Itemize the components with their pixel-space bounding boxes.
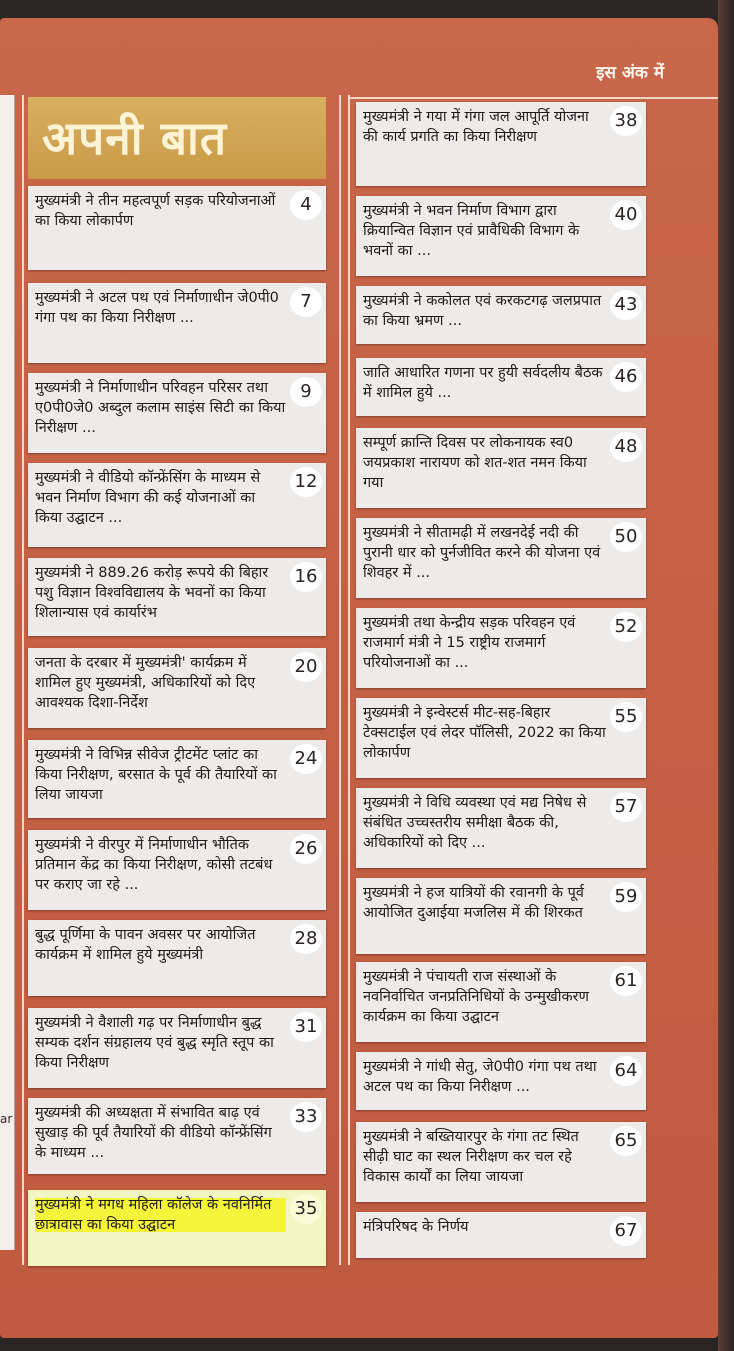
toc-entry bbox=[28, 373, 326, 453]
toc-entry bbox=[28, 648, 326, 728]
toc-entry-title: मुख्यमंत्री ने सीतामढ़ी में लखनदेई नदी की पुरानी धार को पुर्नजीवित करने की योजना एवं शिवहर में ... bbox=[363, 525, 601, 581]
heading-box bbox=[28, 97, 326, 179]
toc-entry bbox=[28, 1190, 326, 1266]
toc-entry bbox=[356, 878, 646, 954]
toc-entry bbox=[356, 358, 646, 416]
toc-page-number: 24 bbox=[290, 744, 322, 774]
section-label: इस अंक में bbox=[596, 63, 664, 83]
toc-page-number: 48 bbox=[610, 432, 642, 462]
toc-entry-title: मुख्यमंत्री ने ककोलत एवं करकटगढ़ जलप्रपात का किया भ्रमण ... bbox=[363, 293, 602, 329]
toc-page-number: 38 bbox=[610, 106, 642, 136]
toc-page-number: 12 bbox=[290, 467, 322, 497]
toc-entry-title: मुख्यमंत्री ने पंचायती राज संस्थाओं के नवनिर्वाचित जनप्रतिनिधियों के उन्मुखीकरण कार्यक्रम का किया उद्घाटन bbox=[363, 969, 590, 1025]
toc-page-number: 31 bbox=[290, 1012, 322, 1042]
toc-entry bbox=[356, 962, 646, 1042]
toc-entry-title: मुख्यमंत्री ने तीन महत्वपूर्ण सड़क परियोजनाओं का किया लोकार्पण bbox=[35, 193, 276, 229]
column-divider-middle bbox=[339, 95, 341, 1265]
toc-entry-title: मुख्यमंत्री ने विभिन्न सीवेज ट्रीटमेंट प्लांट का किया निरीक्षण, बरसात के पूर्व की तैयारियों का लिया जायजा bbox=[35, 747, 277, 803]
toc-entry bbox=[356, 1052, 646, 1110]
toc-entry bbox=[28, 1098, 326, 1174]
toc-entry bbox=[356, 1122, 646, 1202]
toc-page-number: 40 bbox=[610, 200, 642, 230]
toc-entry-title: मुख्यमंत्री की अध्यक्षता में संभावित बाढ़ एवं सुखाड़ की पूर्व तैयारियों की वीडियो कॉन्फ्रेंसिंग के माध्यम ... bbox=[35, 1105, 272, 1161]
toc-page-number: 64 bbox=[610, 1056, 642, 1086]
toc-page-number: 26 bbox=[290, 834, 322, 864]
toc-page-number: 35 bbox=[290, 1194, 322, 1224]
toc-entry-title: मुख्यमंत्री ने वीडियो कॉन्फ्रेंसिंग के माध्यम से भवन निर्माण विभाग की कई योजनाओं का किया उद्घाटन ... bbox=[35, 470, 261, 526]
toc-entry-title: मुख्यमंत्री ने गांधी सेतु, जे0पी0 गंगा पथ तथा अटल पथ का किया निरीक्षण ... bbox=[363, 1059, 597, 1095]
toc-page-number: 61 bbox=[610, 966, 642, 996]
toc-entry-title: मुख्यमंत्री ने विधि व्यवस्था एवं मद्य निषेध से संबंधित उच्चस्तरीय समीक्षा बैठक की, अधिकारियों को दिए ... bbox=[363, 795, 587, 851]
toc-entry-title: मुख्यमंत्री ने निर्माणाधीन परिवहन परिसर तथा ए0पी0जे0 अब्दुल कलाम साइंस सिटी का किया निरीक्षण ... bbox=[35, 380, 286, 436]
toc-entry bbox=[356, 196, 646, 276]
header-rule bbox=[350, 97, 718, 99]
toc-page-number: 67 bbox=[610, 1216, 642, 1246]
toc-entry bbox=[356, 608, 646, 688]
toc-entry-title: मुख्यमंत्री ने इन्वेस्टर्स मीट-सह-बिहार टेक्सटाईल एवं लेदर पॉलिसी, 2022 का किया लोकार्पण bbox=[363, 705, 606, 761]
toc-entry-title: मुख्यमंत्री ने अटल पथ एवं निर्माणाधीन जे0पी0 गंगा पथ का किया निरीक्षण ... bbox=[35, 290, 279, 326]
toc-entry-title: सम्पूर्ण क्रान्ति दिवस पर लोकनायक स्व0 जयप्रकाश नारायण को शत-शत नमन किया गया bbox=[363, 435, 587, 491]
toc-entry-title: मुख्यमंत्री ने बख्तियारपुर के गंगा तट स्थित सीढ़ी घाट का स्थल निरीक्षण कर चल रहे विकास कार्यों का लिया जायजा bbox=[363, 1129, 579, 1185]
toc-entry-title: जनता के दरबार में मुख्यमंत्री' कार्यक्रम में शामिल हुए मुख्यमंत्री, अधिकारियों को दिए आवश्यक दिशा-निर्देश bbox=[35, 655, 256, 711]
toc-entry bbox=[28, 1008, 326, 1088]
toc-page-number: 9 bbox=[290, 377, 322, 407]
toc-entry-title: मुख्यमंत्री ने भवन निर्माण विभाग द्वारा क्रियान्वित विज्ञान एवं प्रावैधिकी विभाग के भवनों का ... bbox=[363, 203, 580, 259]
toc-entry bbox=[356, 428, 646, 508]
toc-entry bbox=[356, 698, 646, 778]
toc-entry-title: मंत्रिपरिषद के निर्णय bbox=[363, 1219, 469, 1235]
toc-entry bbox=[28, 186, 326, 270]
toc-entry-title: मुख्यमंत्री ने वीरपुर में निर्माणाधीन भौतिक प्रतिमान केंद्र का किया निरीक्षण, कोसी तटबंध पर कराए जा रहे ... bbox=[35, 837, 273, 893]
toc-page-number: 52 bbox=[610, 612, 642, 642]
page-heading: अपनी बात bbox=[42, 111, 228, 165]
toc-entry bbox=[28, 920, 326, 996]
toc-entry-title: मुख्यमंत्री ने 889.26 करोड़ रूपये की बिहार पशु विज्ञान विश्वविद्यालय के भवनों का किया शिलान्यास एवं कार्यारंभ bbox=[35, 565, 269, 621]
toc-page-number: 33 bbox=[290, 1102, 322, 1132]
toc-entry-title: बुद्ध पूर्णिमा के पावन अवसर पर आयोजित कार्यक्रम में शामिल हुये मुख्यमंत्री bbox=[35, 927, 256, 963]
toc-entry bbox=[28, 558, 326, 636]
toc-entry bbox=[28, 283, 326, 363]
toc-page-number: 4 bbox=[290, 190, 322, 220]
toc-entry bbox=[356, 1212, 646, 1258]
toc-entry bbox=[356, 788, 646, 868]
toc-page-number: 50 bbox=[610, 522, 642, 552]
page-edge bbox=[718, 0, 734, 1351]
previous-page-edge bbox=[0, 95, 15, 1250]
toc-entry-title: मुख्यमंत्री तथा केन्द्रीय सड़क परिवहन एवं राजमार्ग मंत्री ने 15 राष्ट्रीय राजमार्ग परियोजनाओं का ... bbox=[363, 615, 576, 671]
toc-entry bbox=[356, 102, 646, 186]
toc-page-number: 57 bbox=[610, 792, 642, 822]
toc-page-number: 28 bbox=[290, 924, 322, 954]
top-shadow bbox=[0, 0, 734, 18]
toc-entry-title: मुख्यमंत्री ने हज यात्रियों की रवानगी के पूर्व आयोजित दुआईया मजलिस में की शिरकत bbox=[363, 885, 584, 921]
toc-entry-title: मुख्यमंत्री ने गया में गंगा जल आपूर्ति योजना की कार्य प्रगति का किया निरीक्षण bbox=[363, 109, 589, 145]
toc-page-number: 59 bbox=[610, 882, 642, 912]
toc-entry-title: जाति आधारित गणना पर हुयी सर्वदलीय बैठक में शामिल हुये ... bbox=[363, 365, 603, 401]
column-divider-middle-2 bbox=[348, 95, 350, 1265]
toc-page-number: 46 bbox=[610, 362, 642, 392]
margin-text: ar bbox=[0, 1112, 13, 1126]
toc-entry bbox=[356, 286, 646, 344]
column-divider-left bbox=[22, 95, 24, 1265]
toc-entry bbox=[28, 830, 326, 910]
toc-entry-title: मुख्यमंत्री ने वैशाली गढ़ पर निर्माणाधीन बुद्ध सम्यक दर्शन संग्रहालय एवं बुद्ध स्मृति स्तूप का किया निरीक्षण bbox=[35, 1015, 274, 1071]
toc-page-number: 20 bbox=[290, 652, 322, 682]
toc-entry bbox=[28, 740, 326, 818]
toc-page-number: 7 bbox=[290, 287, 322, 317]
toc-entry bbox=[28, 463, 326, 547]
toc-page-number: 65 bbox=[610, 1126, 642, 1156]
toc-entry-title: मुख्यमंत्री ने मगध महिला कॉलेज के नवनिर्मित छात्रावास का किया उद्घाटन bbox=[35, 1195, 286, 1235]
toc-page-number: 55 bbox=[610, 702, 642, 732]
toc-page-number: 43 bbox=[610, 290, 642, 320]
toc-entry bbox=[356, 518, 646, 598]
toc-page-number: 16 bbox=[290, 562, 322, 592]
